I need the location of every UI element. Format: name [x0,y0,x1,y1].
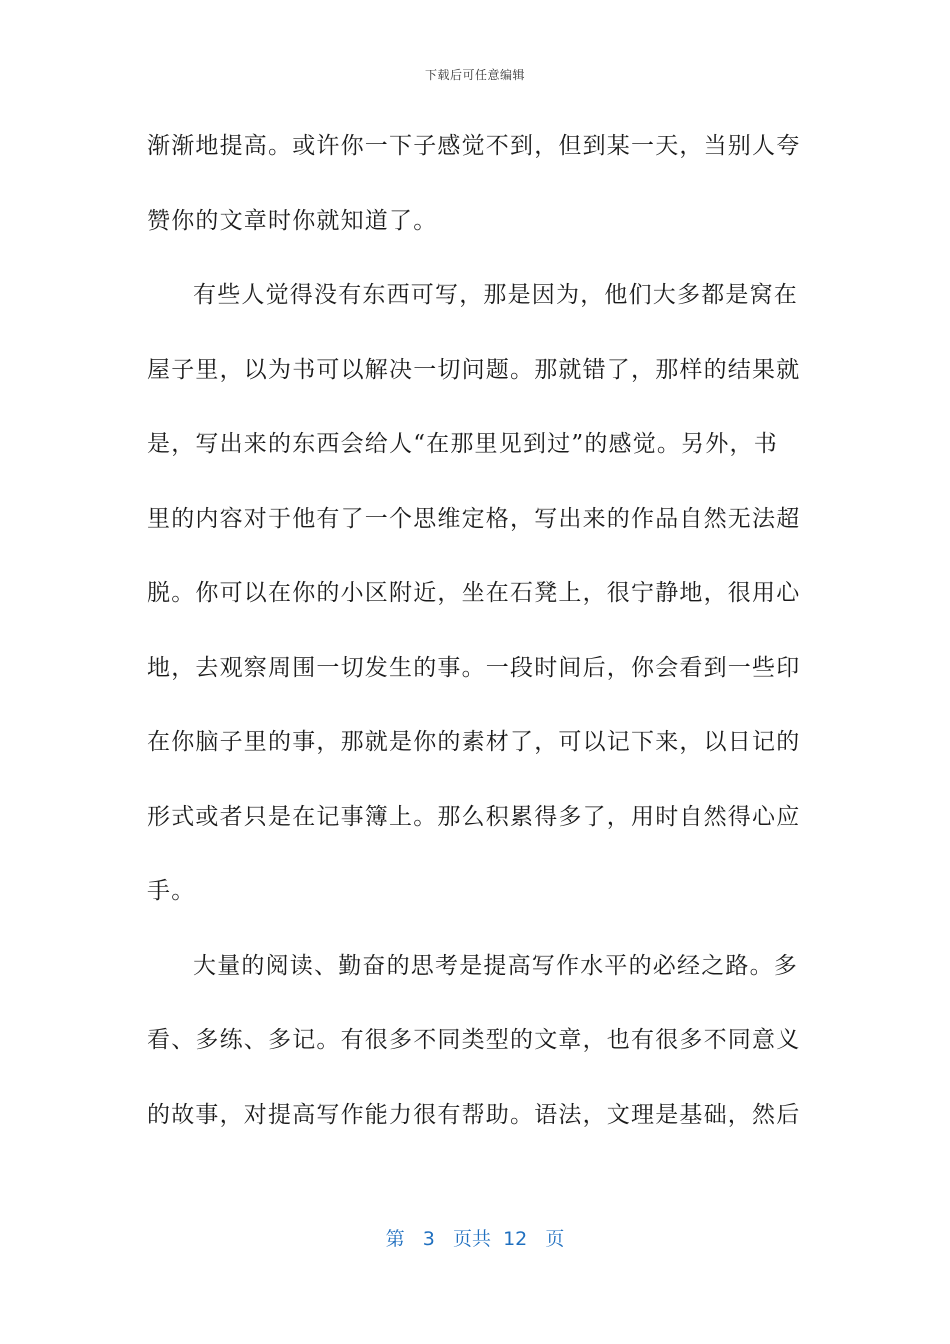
text-line: 形式或者只是在记事簿上。那么积累得多了，用时自然得心应 [147,803,801,830]
text-line: 渐渐地提高。或许你一下子感觉不到，但到某一天，当别人夸 [147,133,801,159]
paragraph-first-line: 大量的阅读、勤奋的思考是提高写作水平的必经之路。多 [193,952,798,979]
text-line: 的故事，对提高写作能力很有帮助。语法，文理是基础，然后 [147,1101,801,1128]
text-line: 屋子里，以为书可以解决一切问题。那就错了，那样的结果就 [147,356,801,383]
text-line: 看、多练、多记。有很多不同类型的文章，也有很多不同意义 [147,1027,801,1053]
footer-middle: 页共 [452,1228,491,1250]
text-line: 里的内容对于他有了一个思维定格，写出来的作品自然无法超 [147,505,801,532]
current-page-number: 3 [422,1228,435,1250]
page-footer [0,1224,950,1251]
total-page-count: 12 [503,1228,528,1250]
text-line: 在你脑子里的事，那就是你的素材了，可以记下来，以日记的 [147,729,801,755]
text-line: 脱。你可以在你的小区附近，坐在石凳上，很宁静地，很用心 [147,580,801,606]
page-header: 下载后可任意编辑 [424,68,525,82]
text-line: 手。 [147,878,196,904]
text-line: 赞你的文章时你就知道了。 [147,207,438,234]
footer-suffix: 页 [545,1228,565,1250]
text-line: 地，去观察周围一切发生的事。一段时间后，你会看到一些印 [147,654,801,681]
document-body [147,124,807,1167]
footer-prefix: 第 [385,1228,405,1250]
text-line: 是，写出来的东西会给人“在那里见到过”的感觉。另外，书 [147,431,778,457]
paragraph-first-line: 有些人觉得没有东西可写，那是因为，他们大多都是窝在 [193,282,798,308]
